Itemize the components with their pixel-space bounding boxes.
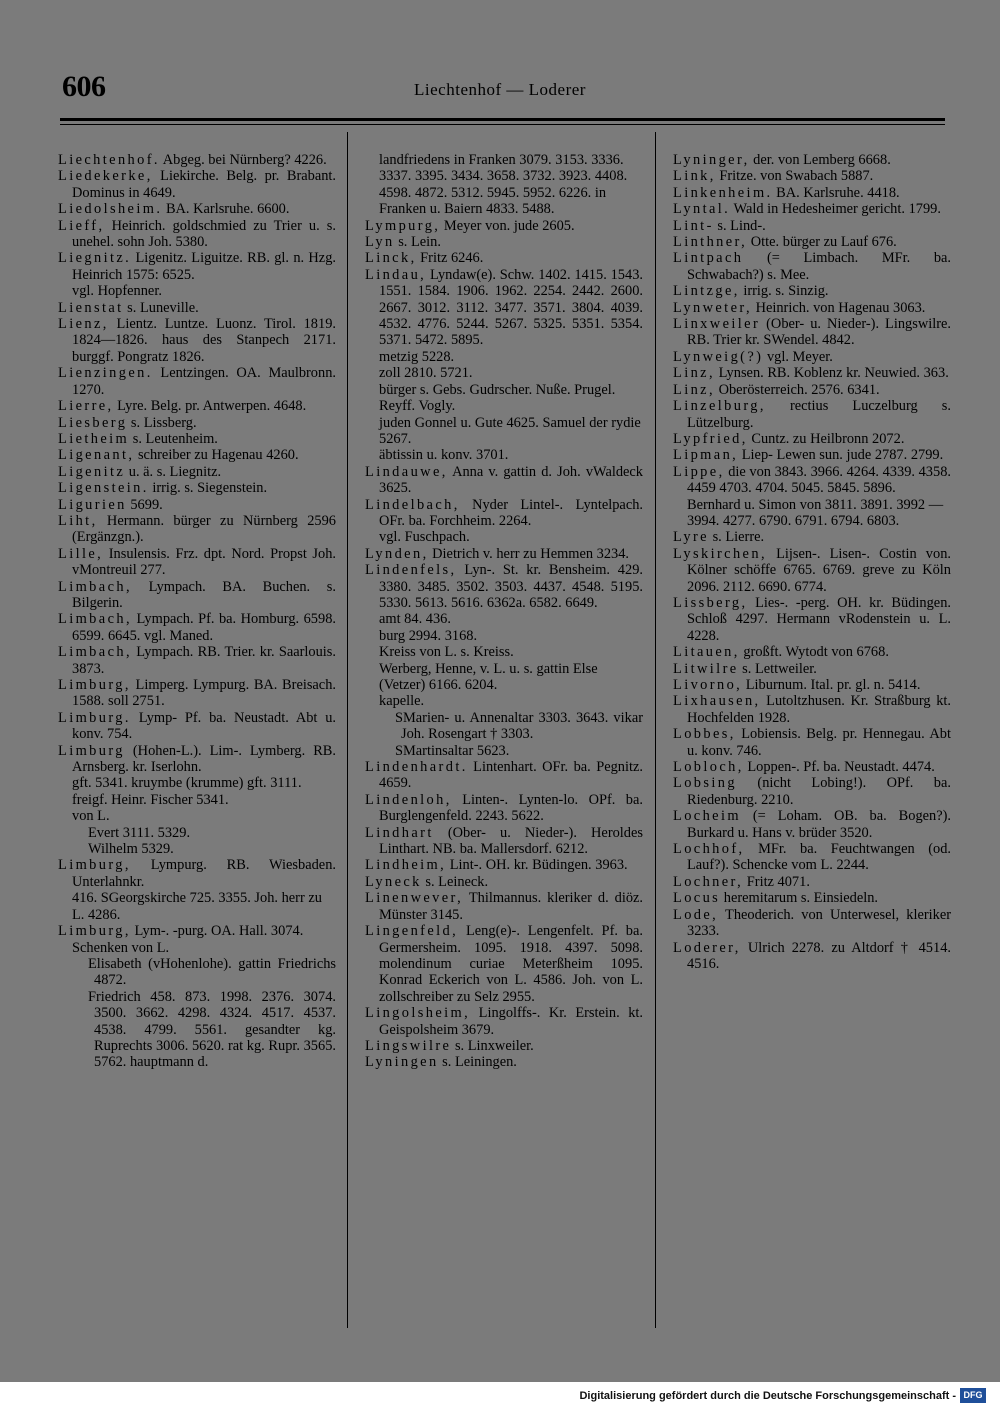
entry-text: burg 2994. 3168.: [379, 627, 478, 644]
index-entry: [58, 710, 336, 743]
index-entry: [365, 825, 643, 858]
index-entry: [365, 250, 643, 266]
entry-text: Elisabeth (vHohenlohe). gattin Friedrichs 4872.: [88, 955, 336, 989]
entry-text: Anna v. gattin d. Joh. vWaldeck 3625.: [379, 463, 643, 497]
index-entry: [58, 300, 336, 316]
entry-headword: Linck,: [365, 250, 417, 267]
entry-headword: Liedekerke,: [58, 168, 153, 185]
entry-headword: Lienstat: [58, 299, 124, 316]
index-entry: [673, 890, 951, 906]
entry-headword: Ligurien: [58, 496, 127, 513]
entry-text: Liekirche. Belg. pr. Brabant. Dominus in 4649.: [72, 168, 336, 201]
entry-text: Leng(e)-. Lengenfelt. Pf. ba. Germersheim. 1095. 1918. 4397. 5098. molendinum curiae Meterßheim 1095. Konrad Eckerich von L. 4586. Joh. von L. zollschreiber zu Selz 2955.: [379, 923, 643, 1005]
entry-headword: Linxweiler: [673, 316, 761, 333]
dfg-logo: DFG: [960, 1388, 986, 1403]
entry-text: äbtissin u. konv. 3701.: [379, 447, 509, 464]
index-entry: [58, 415, 336, 431]
index-entry: [673, 365, 951, 381]
entry-text: Lintenhart. OFr. ba. Pegnitz. 4659.: [379, 759, 643, 792]
index-entry: [58, 513, 336, 546]
entry-text: Lympurg. RB. Wiesbaden. Unterlahnkr.: [72, 857, 336, 890]
entry-text: Linten-. Lynten-lo. OPf. ba. Burglengenfeld. 2243. 5622.: [379, 791, 643, 825]
entry-text: Lobiensis. Belg. pr. Hennegau. Abt u. konv. 746.: [687, 726, 951, 759]
entry-headword: Lode,: [673, 906, 719, 923]
entry-headword: Lobsing: [673, 775, 737, 792]
entry-text: Abgeg. bei Nürnberg? 4226.: [159, 152, 327, 168]
entry-text: Lientz. Luntze. Luonz. Tirol. 1819. 1824—1826. haus des Stanpech 2171. burggf. Pongratz 1826.: [72, 316, 336, 365]
entry-text: Lympach. Pf. ba. Homburg. 6598. 6599. 6645. vgl. Maned.: [72, 611, 336, 644]
entry-text: Lingolffs-. Kr. Erstein. kt. Geispolsheim 3679.: [379, 1005, 643, 1038]
entry-headword: Limbach,: [58, 644, 132, 661]
entry-text: (= Loham. OB. ba. Bogen?). Burkard u. Hans v. brüder 3520.: [687, 808, 951, 841]
entry-text: landfriedens in Franken 3079. 3153. 3336. 3337. 3395. 3434. 3658. 3732. 3923. 4408. 4598. 4872. 5312. 5945. 5952. 6226. in Franken u. Baiern 4833. 5488.: [379, 152, 628, 218]
index-entry: [58, 168, 336, 201]
index-entry: [673, 759, 951, 775]
entry-text: heremitarum s. Einsiedeln.: [720, 890, 879, 907]
entry-text: s. Luneville.: [123, 299, 199, 316]
entry-text: Liep- Lewen sun. jude 2787. 2799.: [738, 447, 944, 464]
entry-text: vgl. Meyer.: [763, 348, 833, 365]
entry-text: Nyder Lintel-. Lyntelpach. OFr. ba. Forchheim. 2264.: [379, 496, 643, 529]
entry-text: Friedrich 458. 873. 1998. 2376. 3074. 3500. 3662. 4298. 4324. 4517. 4537. 4538. 4799. 5561. gesandter kg. Ruprechts 3006. 5620. rat kg. Rupr. 3565. 5762. hauptmann d.: [88, 988, 336, 1071]
entry-headword: Lindauwe,: [365, 463, 448, 480]
index-entry: [673, 693, 951, 726]
index-column-3: [673, 152, 951, 972]
index-entry: [365, 890, 643, 923]
index-entry: [365, 874, 643, 890]
entry-text: freigf. Heinr. Fischer 5341.: [72, 791, 229, 808]
entry-headword: Linkenheim.: [673, 184, 773, 201]
entry-headword: Lyskirchen,: [673, 545, 767, 562]
entry-headword: Liht,: [58, 512, 98, 529]
index-entry: [365, 923, 643, 1005]
entry-headword: Lindenloh,: [365, 791, 452, 808]
index-entry: [58, 464, 336, 480]
entry-text: Heinrich. goldschmied zu Trier u. s. unehel. sohn Joh. 5380.: [72, 217, 336, 251]
entry-text: Dietrich v. herr zu Hemmen 3234.: [428, 545, 630, 562]
index-entry: [58, 923, 336, 939]
entry-headword: Lynweter,: [673, 299, 752, 316]
entry-text: von L.: [72, 808, 110, 825]
entry-text: SMartinsaltar 5623.: [395, 742, 510, 759]
index-entry: [58, 283, 336, 299]
entry-headword: Liechtenhof.: [58, 152, 160, 168]
index-entry: [365, 349, 643, 365]
entry-headword: Lindau,: [365, 266, 427, 283]
entry-headword: Lochhof,: [673, 841, 745, 858]
entry-text: Lutoltzhusen. Kr. Straßburg kt. Hochfelden 1928.: [687, 693, 951, 726]
entry-text: kapelle.: [379, 693, 425, 710]
entry-text: BA. Karlsruhe. 4418.: [772, 184, 900, 201]
entry-headword: Liesberg: [58, 414, 128, 431]
entry-headword: Linenwever,: [365, 890, 464, 907]
entry-headword: Lindenfels,: [365, 562, 457, 579]
entry-text: Lyn-. St. kr. Bensheim. 429. 3380. 3485. 3502. 3503. 4437. 4548. 5195. 5330. 5613. 5616. 6362a. 6582. 6649.: [379, 562, 643, 611]
entry-headword: Lixhausen,: [673, 693, 761, 710]
index-entry: [58, 940, 336, 956]
index-entry: [673, 775, 951, 808]
index-entry: [58, 546, 336, 579]
entry-text: irrig. s. Sinzig.: [739, 283, 829, 300]
entry-text: (Ober- u. Nieder-). Heroldes Linthart. NB. ba. Mallersdorf. 6212.: [379, 824, 643, 858]
index-entry: [673, 431, 951, 447]
index-entry: [673, 841, 951, 874]
index-entry: [58, 398, 336, 414]
index-entry: [58, 218, 336, 251]
entry-headword: Ligenitz: [58, 463, 126, 480]
index-entry: [58, 989, 336, 1071]
entry-text: Fritze. von Swabach 5887.: [715, 168, 874, 185]
entry-text: Lyre. Belg. pr. Antwerpen. 4648.: [113, 398, 307, 415]
entry-text: Lymp- Pf. ba. Neustadt. Abt u. konv. 754.: [72, 709, 336, 743]
index-entry: [58, 743, 336, 776]
entry-text: BA. Karlsruhe. 6600.: [162, 201, 290, 218]
entry-headword: Lochner,: [673, 873, 744, 890]
entry-headword: Locheim: [673, 808, 741, 825]
entry-text: Lies-. -perg. OH. kr. Büdingen. Schloß 4297. Hermann vRodenstein u. L. 4228.: [687, 594, 951, 644]
index-entry: [365, 857, 643, 873]
entry-text: Liburnum. Ital. pr. gl. n. 5414.: [742, 677, 921, 693]
index-entry: [673, 546, 951, 595]
entry-headword: Lyneck: [365, 873, 422, 890]
index-entry: [365, 447, 643, 463]
entry-headword: Lintzge,: [673, 283, 740, 300]
entry-headword: Lindhart: [365, 824, 434, 841]
index-entry: [673, 726, 951, 759]
index-column-1: [58, 152, 336, 1071]
entry-headword: Limburg: [58, 742, 125, 759]
entry-headword: Lympurg,: [365, 217, 441, 234]
index-entry: [58, 480, 336, 496]
index-entry: [673, 201, 951, 217]
index-entry: [58, 365, 336, 398]
index-entry: [365, 644, 643, 660]
index-entry: [58, 250, 336, 283]
entry-text: Lijsen-. Lisen-. Costin von. Kölner schöffe 6765. 6769. greve zu Köln 2096. 2112. 6690. 6774.: [687, 545, 951, 595]
entry-headword: Ligenant,: [58, 447, 135, 464]
index-entry: [365, 382, 643, 415]
entry-headword: Linz,: [673, 365, 715, 382]
entry-text: Heinrich. von Hagenau 3063.: [751, 299, 926, 316]
entry-headword: Lyninger,: [673, 152, 750, 168]
entry-headword: Locus: [673, 890, 721, 907]
index-entry: [58, 611, 336, 644]
column-divider-left: [347, 132, 348, 1328]
index-entry: [673, 940, 951, 973]
index-entry: [365, 693, 643, 709]
entry-text: Insulensis. Frz. dpt. Nord. Propst Joh. vMontreuil 277.: [72, 545, 336, 579]
entry-headword: Livorno,: [673, 677, 743, 693]
entry-headword: Lindheim,: [365, 857, 447, 874]
entry-headword: Lierre,: [58, 398, 114, 415]
index-entry: [673, 300, 951, 316]
index-column-2: [365, 152, 643, 1071]
entry-headword: Lissberg,: [673, 594, 748, 611]
index-entry: [673, 349, 951, 365]
entry-headword: Limbach,: [58, 611, 132, 628]
index-entry: [58, 644, 336, 677]
entry-text: Lint-. OH. kr. Büdingen. 3963.: [446, 857, 628, 874]
index-entry: [673, 808, 951, 841]
entry-headword: Linz,: [673, 381, 715, 398]
index-entry: [365, 497, 643, 530]
entry-text: s. Lierre.: [708, 529, 765, 546]
entry-text: 416. SGeorgskirche 725. 3355. Joh. herr zu L. 4286.: [72, 890, 322, 923]
entry-headword: Limburg,: [58, 857, 131, 874]
entry-text: Lentzingen. OA. Maulbronn. 1270.: [72, 365, 336, 398]
entry-headword: Link,: [673, 168, 716, 185]
index-entry: [58, 152, 336, 168]
index-entry: [58, 792, 336, 808]
entry-text: großft. Wytodt von 6768.: [739, 644, 889, 661]
entry-headword: Lingolsheim,: [365, 1005, 471, 1022]
index-entry: [365, 1038, 643, 1054]
index-entry: [58, 497, 336, 513]
entry-headword: Lietheim: [58, 430, 130, 447]
column-divider-right: [655, 132, 656, 1328]
index-entry: [365, 611, 643, 627]
entry-text: (nicht Lobing!). OPf. ba. Riedenburg. 2210.: [687, 775, 951, 808]
entry-text: (Hohen-L.). Lim-. Lymberg. RB. Arnsberg. kr. Iserlohn.: [72, 742, 336, 776]
index-entry: [365, 546, 643, 562]
index-entry: [365, 562, 643, 611]
entry-text: der. von Lemberg 6668.: [749, 152, 891, 168]
index-entry: [673, 218, 951, 234]
entry-text: juden Gonnel u. Gute 4625. Samuel der rydie 5267.: [379, 414, 641, 447]
index-entry: [58, 201, 336, 217]
index-entry: [365, 792, 643, 825]
index-entry: [365, 743, 643, 759]
entry-headword: Lyntal.: [673, 201, 731, 218]
entry-text: Evert 3111. 5329.: [88, 824, 191, 841]
entry-headword: Lyn: [365, 234, 395, 251]
entry-headword: Lobbes,: [673, 726, 736, 743]
index-entry: [673, 234, 951, 250]
index-entry: [365, 152, 643, 218]
index-entry: [365, 661, 643, 694]
entry-text: Lym-. -purg. OA. Hall. 3074.: [130, 923, 304, 940]
entry-text: s. Lein.: [394, 234, 441, 251]
entry-headword: Lobloch,: [673, 759, 744, 776]
entry-headword: Limburg,: [58, 923, 131, 940]
entry-text: Thilmannus. kleriker d. diöz. Münster 3145.: [379, 890, 643, 923]
index-entry: [365, 710, 643, 743]
entry-text: Limperg. Lympurg. BA. Breisach. 1588. soll 2751.: [72, 677, 336, 710]
entry-text: Otte. bürger zu Lauf 676.: [747, 234, 897, 251]
entry-text: Fritz 6246.: [416, 250, 484, 267]
entry-headword: Lindenhardt.: [365, 759, 468, 776]
index-entry: [58, 825, 336, 841]
entry-text: s. Lettweiler.: [738, 660, 817, 677]
entry-headword: Liedolsheim.: [58, 201, 163, 218]
entry-headword: Linthner,: [673, 234, 748, 251]
entry-text: s. Leineck.: [421, 873, 489, 890]
entry-text: bürger s. Gebs. Gudrscher. Nuße. Prugel. Reyff. Vogly.: [379, 381, 616, 415]
entry-headword: Lint-: [673, 217, 714, 234]
index-entry: [673, 250, 951, 283]
entry-headword: Lippe,: [673, 463, 725, 480]
entry-text: zoll 2810. 5721.: [379, 365, 473, 382]
index-entry: [58, 316, 336, 365]
entry-text: Schenken von L.: [72, 939, 170, 956]
entry-headword: Lieff,: [58, 217, 105, 234]
index-entry: [673, 447, 951, 463]
entry-text: Bernhard u. Simon von 3811. 3891. 3992 — 3994. 4277. 6790. 6791. 6794. 6803.: [687, 496, 944, 529]
entry-headword: Lingswilre: [365, 1037, 452, 1054]
entry-text: vgl. Hopfenner.: [72, 283, 162, 300]
index-entry: [58, 857, 336, 890]
entry-text: Oberösterreich. 2576. 6341.: [714, 381, 880, 398]
index-entry: [673, 907, 951, 940]
entry-text: Theoderich. von Unterwesel, kleriker 3233.: [687, 906, 951, 940]
entry-text: Hermann. bürger zu Nürnberg 2596 (Ergänzgn.).: [72, 512, 336, 546]
entry-text: Kreiss von L. s. Kreiss.: [379, 644, 514, 661]
entry-text: Lyndaw(e). Schw. 1402. 1415. 1543. 1551. 1584. 1906. 1962. 2254. 2442. 2600. 2667. 3012. 3112. 3477. 3571. 3804. 4039. 4532. 4776. 5244. 5267. 5325. 5351. 5354. 5371. 5472. 5895.: [379, 266, 643, 349]
index-entry: [673, 152, 951, 168]
entry-text: s. Lind-.: [713, 217, 766, 234]
index-entry: [365, 759, 643, 792]
entry-text: Cuntz. zu Heilbronn 2072.: [747, 430, 905, 447]
index-entry: [365, 1054, 643, 1070]
index-entry: [58, 447, 336, 463]
entry-headword: Limbach,: [58, 578, 132, 595]
entry-text: (= Limbach. MFr. ba. Schwabach?) s. Mee.: [687, 250, 951, 283]
entry-text: irrig. s. Siegenstein.: [148, 480, 268, 497]
entry-text: metzig 5228.: [379, 348, 455, 365]
index-entry: [673, 398, 951, 431]
index-entry: [365, 267, 643, 349]
entry-text: Lympach. BA. Buchen. s. Bilgerin.: [72, 578, 336, 611]
entry-text: (Ober- u. Nieder-). Lingswilre. RB. Trier kr. SWendel. 4842.: [687, 316, 951, 349]
entry-text: s. Linxweiler.: [451, 1037, 534, 1054]
index-entry: [673, 464, 951, 497]
index-entry: [58, 808, 336, 824]
entry-text: s. Lissberg.: [127, 414, 197, 431]
entry-headword: Limburg.: [58, 709, 131, 726]
entry-text: Wilhelm 5329.: [88, 841, 174, 858]
entry-headword: Lindelbach,: [365, 496, 460, 513]
footer-credit: Digitalisierung gefördert durch die Deutsche Forschungsgemeinschaft -: [579, 1390, 956, 1402]
entry-text: vgl. Fuschpach.: [379, 529, 470, 546]
entry-text: gft. 5341. kruymbe (krumme) gft. 3111.: [72, 775, 302, 792]
index-entry: [673, 874, 951, 890]
index-entry: [673, 595, 951, 644]
entry-headword: Lingenfeld,: [365, 923, 459, 940]
entry-text: Ulrich 2278. zu Altdorf † 4514. 4516.: [687, 939, 951, 972]
entry-text: Loppen-. Pf. ba. Neustadt. 4474.: [743, 759, 935, 776]
index-entry: [365, 529, 643, 545]
index-entry: [365, 415, 643, 448]
entry-text: Ligenitz. Liguitze. RB. gl. n. Hzg. Heinrich 1575: 6525.: [72, 250, 336, 283]
index-entry: [673, 529, 951, 545]
page-number: 606: [62, 70, 106, 103]
index-entry: [673, 283, 951, 299]
entry-headword: Limburg,: [58, 677, 131, 693]
entry-text: Lympach. RB. Trier. kr. Saarlouis. 3873.: [72, 644, 336, 677]
entry-headword: Lienz,: [58, 316, 109, 333]
index-entry: [365, 464, 643, 497]
entry-headword: Lipman,: [673, 447, 739, 464]
index-entry: [673, 316, 951, 349]
index-entry: [365, 365, 643, 381]
entry-text: die von 3843. 3966. 4264. 4339. 4358. 4459 4703. 4704. 5045. 5845. 5896.: [687, 463, 951, 497]
entry-text: u. ä. s. Liegnitz.: [125, 463, 222, 480]
index-entry: [365, 218, 643, 234]
index-entry: [58, 841, 336, 857]
header-rule: [60, 118, 945, 121]
index-entry: [673, 382, 951, 398]
entry-text: amt 84. 436.: [379, 611, 451, 628]
index-entry: [365, 234, 643, 250]
entry-text: s. Leutenheim.: [129, 430, 218, 447]
entry-text: Werberg, Henne, v. L. u. s. gattin Else (Vetzer) 6166. 6204.: [379, 660, 598, 693]
entry-text: SMarien- u. Annenaltar 3303. 3643. vikar Joh. Rosengart † 3303.: [395, 709, 643, 743]
index-entry: [673, 661, 951, 677]
index-entry: [365, 628, 643, 644]
entry-headword: Lienzingen.: [58, 365, 153, 382]
entry-headword: Litauen,: [673, 644, 740, 661]
index-entry: [58, 677, 336, 710]
entry-headword: Lintpach: [673, 250, 744, 267]
index-entry: [673, 497, 951, 530]
index-entry: [673, 644, 951, 660]
index-entry: [58, 956, 336, 989]
index-entry: [673, 677, 951, 693]
header-rule-thin: [60, 124, 945, 125]
entry-text: Meyer von. jude 2605.: [440, 217, 575, 234]
entry-text: Lynsen. RB. Koblenz kr. Neuwied. 363.: [714, 365, 949, 382]
index-entry: [673, 168, 951, 184]
index-entry: [58, 890, 336, 923]
entry-text: 5699.: [126, 496, 163, 513]
running-head: Liechtenhof — Loderer: [414, 80, 586, 99]
entry-headword: Lyre: [673, 529, 709, 546]
entry-headword: Litwilre: [673, 660, 739, 677]
entry-headword: Lyningen: [365, 1054, 439, 1071]
entry-text: rectius Luczelburg s. Lützelburg.: [687, 398, 951, 431]
index-entry: [58, 431, 336, 447]
entry-text: Fritz 4071.: [743, 873, 810, 890]
entry-headword: Loderer,: [673, 939, 741, 956]
entry-text: schreiber zu Hagenau 4260.: [134, 447, 299, 464]
entry-text: Wald in Hedesheimer gericht. 1799.: [730, 201, 941, 218]
entry-headword: Linzelburg,: [673, 398, 766, 415]
index-entry: [673, 185, 951, 201]
index-entry: [365, 1005, 643, 1038]
index-entry: [58, 775, 336, 791]
entry-headword: Lypfried,: [673, 430, 748, 447]
entry-headword: Ligenstein.: [58, 480, 149, 497]
entry-headword: Lille,: [58, 545, 104, 562]
entry-headword: Lynden,: [365, 545, 429, 562]
entry-headword: Liegnitz.: [58, 250, 132, 267]
entry-headword: Lynweig(?): [673, 348, 764, 365]
entry-text: MFr. ba. Feuchtwangen (od. Lauf?). Schencke vom L. 2244.: [687, 841, 951, 874]
entry-text: s. Leiningen.: [438, 1054, 517, 1071]
index-entry: [58, 579, 336, 612]
